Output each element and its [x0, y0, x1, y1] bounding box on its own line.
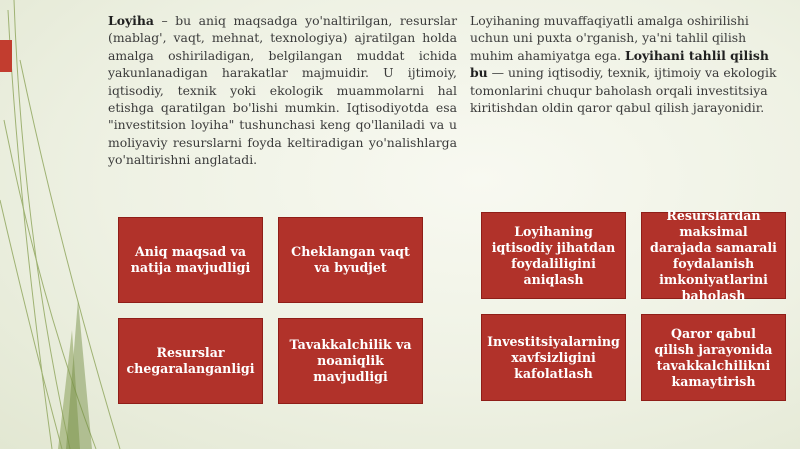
project-analysis-paragraph	[470, 12, 780, 116]
accent-bar	[0, 40, 12, 72]
analysis-term: Loyihani tahlil qilish bu	[470, 47, 769, 81]
analysis-tail-text: — uning iqtisodiy, texnik, ijtimoiy va ekologik tomonlarini chuqur baholash orqali investitsiya kiritishdan oldin qaror qabul qilish jarayonidir.	[470, 65, 777, 116]
analysis-lead-text: Loyihaning muvaffaqiyatli amalga oshirilishi uchun uni puxta o'rganish, ya'ni tahlil qilish muhim ahamiyatga ega.	[470, 13, 749, 63]
feature-box-limited-time-budget: Cheklangan vaqt va byudjet	[278, 217, 423, 303]
analysis-box-resource-efficiency: Resurslardan maksimal darajada samarali foydalanish imkoniyatlarini baholash	[641, 212, 786, 299]
project-definition-paragraph	[108, 12, 457, 169]
analysis-box-profitability: Loyihaning iqtisodiy jihatdan foydaliligini aniqlash	[481, 212, 626, 299]
feature-box-limited-resources: Resurslar chegaralanganligi	[118, 318, 263, 404]
feature-box-clear-goal: Aniq maqsad va natija mavjudligi	[118, 217, 263, 303]
feature-box-risk-uncertainty: Tavakkalchilik va noaniqlik mavjudligi	[278, 318, 423, 404]
analysis-box-risk-reduction: Qaror qabul qilish jarayonida tavakkalchilikni kamaytirish	[641, 314, 786, 401]
project-term: Loyiha	[108, 13, 154, 28]
project-definition-text: – bu aniq maqsadga yo'naltirilgan, resurslar (mablag', vaqt, mehnat, texnologiya) ajratilgan holda amalga oshiriladigan, belgilangan muddat ichida yakunlanadigan harakatlar majmuidir. U ijtimoiy, iqtisodiy, texnik yoki ekologik muammolarni hal etishga qaratilgan bo'lishi mumkin. Iqtisodiyotda esa "investitsion loyiha" tushunchasi keng qo'llaniladi va u moliyaviy resurslarni foyda keltiradigan yo'nalishlarga yo'naltirishni anglatadi.	[108, 13, 457, 168]
analysis-box-investment-safety: Investitsiyalarning xavfsizligini kafolatlash	[481, 314, 626, 401]
